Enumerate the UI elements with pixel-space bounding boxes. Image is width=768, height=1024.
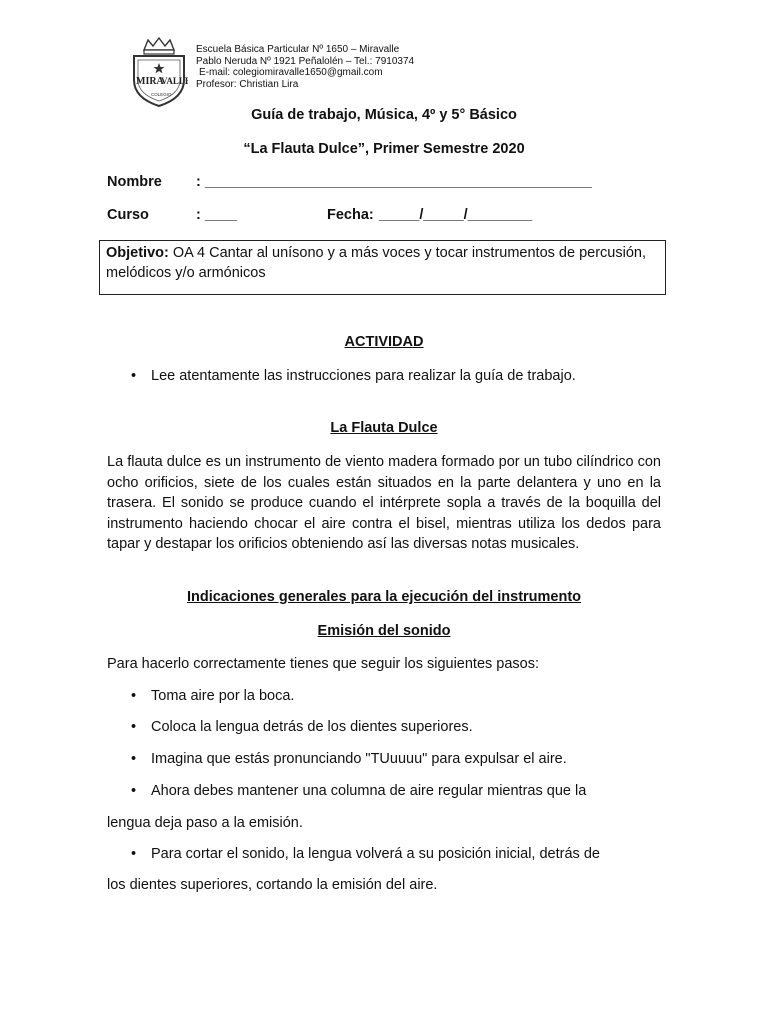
school-email: E-mail: colegiomiravalle1650@gmail.com bbox=[199, 67, 383, 78]
page-title: Guía de trabajo, Música, 4º y 5° Básico bbox=[251, 107, 517, 123]
school-teacher: Profesor: Christian Lira bbox=[196, 78, 299, 90]
step-item: • Ahora debes mantener una columna de aire regular mientras que la bbox=[131, 783, 587, 799]
step-continuation: los dientes superiores, cortando la emisión del aire. bbox=[107, 877, 438, 893]
school-address: Pablo Neruda Nº 1921 Peñalolén – Tel.: 7910374 bbox=[196, 55, 415, 67]
step-item: • Imagina que estás pronunciando "TUuuuu" para expulsar el aire. bbox=[131, 751, 567, 767]
logo-text-right: VALLE bbox=[161, 76, 188, 86]
activity-heading: ACTIVIDAD bbox=[344, 334, 424, 350]
bullet-icon: • bbox=[131, 368, 137, 384]
steps-intro: Para hacerlo correctamente tienes que seguir los siguientes pasos: bbox=[107, 656, 540, 672]
school-info bbox=[196, 44, 414, 90]
nombre-label: Nombre bbox=[107, 174, 162, 190]
bullet-icon: • bbox=[131, 719, 137, 735]
step-item: • Coloca la lengua detrás de los dientes superiores. bbox=[131, 719, 473, 735]
school-logo bbox=[130, 36, 188, 108]
bullet-icon: • bbox=[131, 688, 137, 704]
flauta-description: La flauta dulce es un instrumento de viento madera formado por un tubo cilíndrico con ocho orificios, siete de los cuales están situados en la parte delantera y uno en la trasera. El sonido se produce cuando el intérprete sopla a través de la boquilla del instrumento haciendo chocar el aire contra el bisel, mientras utiliza los dedos para tapar y destapar los orificios obteniendo así las diversas notas musicales. bbox=[107, 454, 661, 552]
nombre-field[interactable]: : ________________________________________________ bbox=[196, 174, 592, 190]
bullet-icon: • bbox=[131, 751, 137, 767]
section-heading-flauta: La Flauta Dulce bbox=[330, 420, 438, 436]
bullet-icon: • bbox=[131, 846, 137, 862]
logo-text-left: MIRA bbox=[136, 76, 164, 87]
curso-label: Curso bbox=[107, 207, 149, 223]
bullet-icon: • bbox=[131, 783, 137, 799]
logo-text-bottom: COLEGIO bbox=[151, 92, 172, 97]
curso-field[interactable]: : ____ bbox=[196, 207, 238, 223]
objective-box bbox=[99, 240, 666, 295]
objective-label: Objetivo: bbox=[106, 245, 169, 261]
school-name: Escuela Básica Particular Nº 1650 – Miravalle bbox=[196, 44, 400, 55]
step-item: • Toma aire por la boca. bbox=[131, 688, 295, 704]
page-subtitle: “La Flauta Dulce”, Primer Semestre 2020 bbox=[243, 141, 525, 157]
objective-text: OA 4 Cantar al unísono y a más voces y tocar instrumentos de percusión, melódicos y/o armónicos bbox=[106, 245, 646, 281]
step-continuation: lengua deja paso a la emisión. bbox=[107, 815, 303, 831]
activity-instruction: • Lee atentamente las instrucciones para realizar la guía de trabajo. bbox=[131, 368, 576, 384]
fecha-label: Fecha: bbox=[327, 207, 374, 223]
section-heading-indicaciones: Indicaciones generales para la ejecución del instrumento bbox=[186, 589, 582, 605]
fecha-field[interactable]: _____/_____/________ bbox=[379, 207, 533, 223]
step-item: • Para cortar el sonido, la lengua volverá a su posición inicial, detrás de bbox=[131, 846, 600, 862]
section-heading-emision: Emisión del sonido bbox=[317, 623, 451, 639]
